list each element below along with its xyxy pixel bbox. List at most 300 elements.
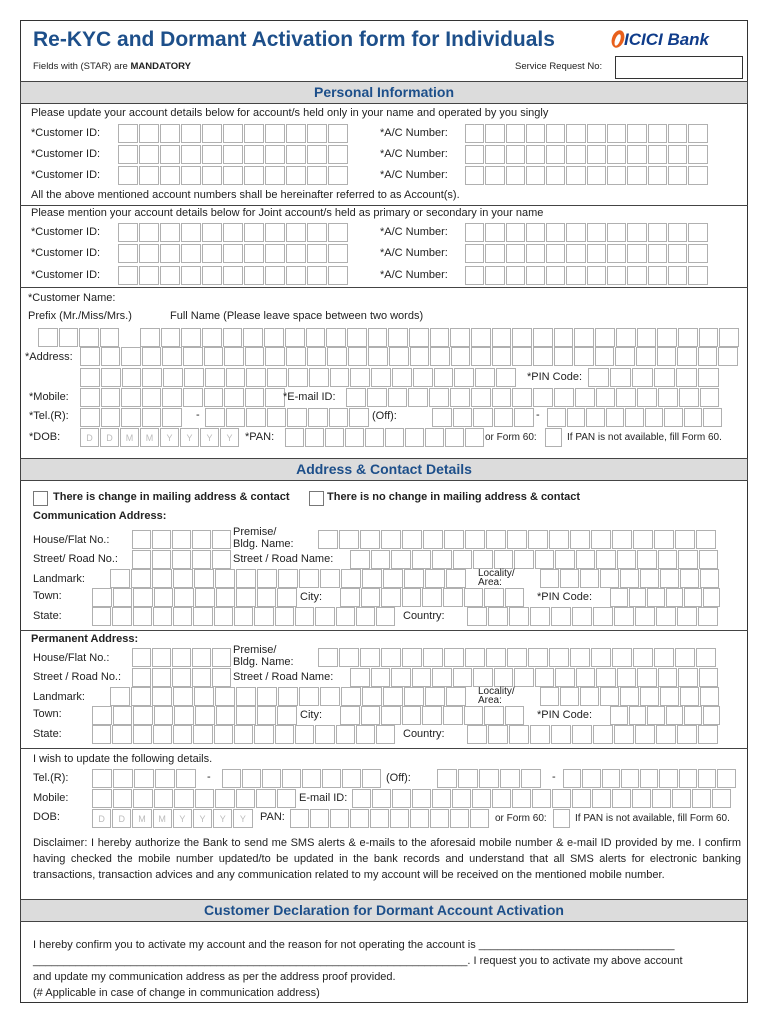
char-box[interactable] bbox=[596, 668, 616, 687]
char-box[interactable] bbox=[236, 706, 256, 725]
char-box[interactable] bbox=[122, 368, 142, 387]
char-box[interactable] bbox=[505, 706, 525, 725]
char-box[interactable] bbox=[703, 408, 722, 427]
char-box[interactable] bbox=[620, 687, 639, 706]
char-box[interactable] bbox=[236, 569, 256, 588]
char-box[interactable] bbox=[645, 408, 664, 427]
char-box[interactable] bbox=[161, 328, 181, 347]
street-road-no-boxes[interactable] bbox=[132, 668, 232, 687]
char-box[interactable] bbox=[654, 648, 674, 667]
char-box[interactable] bbox=[719, 328, 739, 347]
char-box[interactable] bbox=[450, 388, 470, 407]
char-box[interactable] bbox=[202, 328, 222, 347]
char-box[interactable] bbox=[265, 244, 285, 263]
char-box[interactable] bbox=[640, 687, 659, 706]
char-box[interactable] bbox=[408, 388, 428, 407]
locality-boxes[interactable] bbox=[540, 687, 720, 706]
char-box[interactable] bbox=[154, 588, 174, 607]
char-box[interactable] bbox=[101, 388, 121, 407]
char-box[interactable] bbox=[350, 368, 370, 387]
char-box[interactable] bbox=[139, 266, 159, 285]
char-box[interactable] bbox=[132, 668, 151, 687]
char-box[interactable] bbox=[526, 145, 545, 164]
char-box[interactable] bbox=[205, 368, 225, 387]
char-box[interactable] bbox=[530, 607, 550, 626]
update-tel-number-boxes[interactable] bbox=[222, 769, 382, 788]
char-box[interactable] bbox=[572, 607, 592, 626]
char-box[interactable] bbox=[254, 607, 273, 626]
street-road-name-boxes[interactable] bbox=[350, 668, 719, 687]
char-box[interactable] bbox=[328, 223, 348, 242]
char-box[interactable] bbox=[698, 769, 716, 788]
char-box[interactable] bbox=[80, 347, 100, 366]
char-box[interactable] bbox=[453, 668, 473, 687]
char-box[interactable] bbox=[328, 166, 348, 185]
char-box[interactable] bbox=[576, 550, 596, 569]
char-box[interactable] bbox=[532, 789, 551, 808]
char-box[interactable] bbox=[282, 769, 301, 788]
char-box[interactable] bbox=[222, 769, 241, 788]
char-box[interactable] bbox=[570, 530, 590, 549]
char-box[interactable] bbox=[485, 244, 504, 263]
char-box[interactable] bbox=[173, 569, 193, 588]
char-box[interactable] bbox=[607, 166, 626, 185]
char-box[interactable] bbox=[678, 550, 698, 569]
char-box[interactable] bbox=[540, 687, 559, 706]
char-box[interactable] bbox=[485, 223, 504, 242]
char-box[interactable] bbox=[202, 145, 222, 164]
char-box[interactable] bbox=[92, 588, 112, 607]
char-box[interactable] bbox=[607, 266, 626, 285]
char-box[interactable] bbox=[512, 328, 532, 347]
char-box[interactable] bbox=[202, 266, 222, 285]
char-box[interactable] bbox=[286, 124, 306, 143]
char-box[interactable] bbox=[160, 124, 180, 143]
char-box[interactable] bbox=[383, 687, 403, 706]
char-box[interactable] bbox=[470, 809, 489, 828]
char-box[interactable] bbox=[121, 408, 141, 427]
dob-char-box[interactable]: Y bbox=[220, 428, 239, 447]
char-box[interactable] bbox=[223, 328, 243, 347]
char-box[interactable] bbox=[698, 347, 718, 366]
char-box[interactable] bbox=[473, 550, 493, 569]
char-box[interactable] bbox=[595, 328, 615, 347]
char-box[interactable] bbox=[530, 725, 550, 744]
char-box[interactable] bbox=[648, 244, 667, 263]
char-box[interactable] bbox=[657, 347, 677, 366]
char-box[interactable] bbox=[647, 706, 665, 725]
char-box[interactable] bbox=[181, 244, 201, 263]
dob-char-box[interactable]: M bbox=[140, 428, 159, 447]
char-box[interactable] bbox=[388, 328, 408, 347]
char-box[interactable] bbox=[587, 266, 606, 285]
dob-char-box[interactable]: Y bbox=[180, 428, 199, 447]
char-box[interactable] bbox=[365, 428, 384, 447]
update-mobile-boxes[interactable] bbox=[92, 789, 297, 808]
char-box[interactable] bbox=[244, 244, 264, 263]
char-box[interactable] bbox=[546, 223, 565, 242]
char-box[interactable] bbox=[340, 706, 360, 725]
char-box[interactable] bbox=[214, 607, 233, 626]
char-box[interactable] bbox=[341, 569, 361, 588]
char-box[interactable] bbox=[688, 223, 707, 242]
char-box[interactable] bbox=[346, 388, 366, 407]
char-box[interactable] bbox=[214, 725, 233, 744]
char-box[interactable] bbox=[506, 145, 525, 164]
char-box[interactable] bbox=[514, 408, 534, 427]
char-box[interactable] bbox=[267, 368, 287, 387]
char-box[interactable] bbox=[422, 588, 442, 607]
char-box[interactable] bbox=[265, 223, 285, 242]
ac-number-boxes[interactable] bbox=[465, 266, 709, 285]
char-box[interactable] bbox=[371, 668, 391, 687]
char-box[interactable] bbox=[485, 266, 504, 285]
char-box[interactable] bbox=[195, 789, 215, 808]
char-box[interactable] bbox=[555, 550, 575, 569]
char-box[interactable] bbox=[153, 607, 172, 626]
char-box[interactable] bbox=[648, 145, 667, 164]
char-box[interactable] bbox=[244, 145, 264, 164]
char-box[interactable] bbox=[485, 124, 504, 143]
char-box[interactable] bbox=[485, 166, 504, 185]
char-box[interactable] bbox=[133, 706, 153, 725]
char-box[interactable] bbox=[381, 648, 401, 667]
char-box[interactable] bbox=[59, 328, 79, 347]
char-box[interactable] bbox=[549, 530, 569, 549]
char-box[interactable] bbox=[432, 789, 451, 808]
char-box[interactable] bbox=[121, 347, 141, 366]
char-box[interactable] bbox=[325, 428, 344, 447]
update-tel-off-std-boxes[interactable] bbox=[437, 769, 542, 788]
char-box[interactable] bbox=[372, 789, 391, 808]
char-box[interactable] bbox=[575, 388, 595, 407]
char-box[interactable] bbox=[154, 789, 174, 808]
char-box[interactable] bbox=[278, 569, 298, 588]
char-box[interactable] bbox=[587, 223, 606, 242]
char-box[interactable] bbox=[410, 347, 430, 366]
char-box[interactable] bbox=[244, 124, 264, 143]
char-box[interactable] bbox=[118, 223, 138, 242]
char-box[interactable] bbox=[572, 789, 591, 808]
char-box[interactable] bbox=[629, 706, 647, 725]
town-boxes[interactable] bbox=[92, 588, 298, 607]
char-box[interactable] bbox=[700, 388, 720, 407]
char-box[interactable] bbox=[506, 124, 525, 143]
char-box[interactable] bbox=[160, 166, 180, 185]
char-box[interactable] bbox=[320, 687, 340, 706]
char-box[interactable] bbox=[132, 550, 151, 569]
customer-id-boxes[interactable] bbox=[118, 266, 349, 285]
char-box[interactable] bbox=[172, 550, 191, 569]
char-box[interactable] bbox=[236, 789, 256, 808]
ac-number-boxes[interactable] bbox=[465, 124, 709, 143]
char-box[interactable] bbox=[402, 706, 422, 725]
char-box[interactable] bbox=[464, 588, 484, 607]
char-box[interactable] bbox=[659, 769, 677, 788]
char-box[interactable] bbox=[368, 347, 388, 366]
char-box[interactable] bbox=[657, 328, 677, 347]
country-boxes[interactable] bbox=[467, 725, 719, 744]
char-box[interactable] bbox=[286, 145, 306, 164]
update-tel-std-boxes[interactable] bbox=[92, 769, 197, 788]
char-box[interactable] bbox=[376, 725, 395, 744]
char-box[interactable] bbox=[700, 569, 719, 588]
char-box[interactable] bbox=[139, 223, 159, 242]
customer-id-boxes[interactable] bbox=[118, 166, 349, 185]
ac-number-boxes[interactable] bbox=[465, 166, 709, 185]
char-box[interactable] bbox=[202, 244, 222, 263]
char-box[interactable] bbox=[566, 266, 585, 285]
char-box[interactable] bbox=[305, 428, 324, 447]
char-box[interactable] bbox=[600, 687, 619, 706]
char-box[interactable] bbox=[412, 550, 432, 569]
dob-char-box[interactable]: M bbox=[120, 428, 139, 447]
char-box[interactable] bbox=[286, 166, 306, 185]
char-box[interactable] bbox=[38, 328, 58, 347]
premise-boxes[interactable] bbox=[318, 648, 717, 667]
char-box[interactable] bbox=[465, 266, 484, 285]
char-box[interactable] bbox=[295, 607, 314, 626]
char-box[interactable] bbox=[341, 687, 361, 706]
char-box[interactable] bbox=[430, 328, 450, 347]
char-box[interactable] bbox=[275, 607, 294, 626]
char-box[interactable] bbox=[580, 569, 599, 588]
char-box[interactable] bbox=[307, 266, 327, 285]
char-box[interactable] bbox=[361, 588, 381, 607]
char-box[interactable] bbox=[492, 328, 512, 347]
char-box[interactable] bbox=[307, 124, 327, 143]
char-box[interactable] bbox=[621, 769, 639, 788]
char-box[interactable] bbox=[453, 550, 473, 569]
char-box[interactable] bbox=[610, 588, 628, 607]
char-box[interactable] bbox=[614, 725, 634, 744]
char-box[interactable] bbox=[234, 607, 253, 626]
char-box[interactable] bbox=[132, 530, 151, 549]
char-box[interactable] bbox=[526, 266, 545, 285]
char-box[interactable] bbox=[110, 569, 130, 588]
char-box[interactable] bbox=[80, 368, 100, 387]
char-box[interactable] bbox=[660, 687, 679, 706]
char-box[interactable] bbox=[360, 648, 380, 667]
char-box[interactable] bbox=[193, 607, 212, 626]
char-box[interactable] bbox=[112, 607, 131, 626]
char-box[interactable] bbox=[627, 223, 646, 242]
char-box[interactable] bbox=[183, 388, 203, 407]
char-box[interactable] bbox=[162, 388, 182, 407]
char-box[interactable] bbox=[204, 388, 224, 407]
char-box[interactable] bbox=[506, 223, 525, 242]
char-box[interactable] bbox=[223, 244, 243, 263]
char-box[interactable] bbox=[430, 809, 449, 828]
char-box[interactable] bbox=[452, 789, 471, 808]
char-box[interactable] bbox=[265, 166, 285, 185]
char-box[interactable] bbox=[286, 266, 306, 285]
char-box[interactable] bbox=[101, 347, 121, 366]
town-boxes[interactable] bbox=[92, 706, 298, 725]
char-box[interactable] bbox=[307, 347, 327, 366]
char-box[interactable] bbox=[307, 244, 327, 263]
char-box[interactable] bbox=[142, 408, 162, 427]
char-box[interactable] bbox=[402, 648, 422, 667]
char-box[interactable] bbox=[118, 244, 138, 263]
char-box[interactable] bbox=[152, 668, 171, 687]
char-box[interactable] bbox=[392, 789, 411, 808]
locality-boxes[interactable] bbox=[540, 569, 720, 588]
char-box[interactable] bbox=[295, 725, 314, 744]
char-box[interactable] bbox=[336, 725, 355, 744]
dob-char-box[interactable]: D bbox=[92, 809, 111, 828]
char-box[interactable] bbox=[223, 266, 243, 285]
char-box[interactable] bbox=[703, 706, 721, 725]
char-box[interactable] bbox=[526, 166, 545, 185]
char-box[interactable] bbox=[473, 408, 493, 427]
char-box[interactable] bbox=[453, 408, 473, 427]
update-pan-boxes[interactable] bbox=[290, 809, 490, 828]
char-box[interactable] bbox=[133, 588, 153, 607]
address-line2-boxes[interactable] bbox=[80, 368, 517, 387]
char-box[interactable] bbox=[118, 266, 138, 285]
tel-number-boxes[interactable] bbox=[205, 408, 370, 427]
char-box[interactable] bbox=[677, 725, 697, 744]
char-box[interactable] bbox=[286, 223, 306, 242]
char-box[interactable] bbox=[553, 809, 570, 828]
char-box[interactable] bbox=[302, 769, 321, 788]
char-box[interactable] bbox=[172, 530, 191, 549]
char-box[interactable] bbox=[285, 428, 304, 447]
char-box[interactable] bbox=[698, 607, 718, 626]
char-box[interactable] bbox=[614, 607, 634, 626]
char-box[interactable] bbox=[580, 687, 599, 706]
char-box[interactable] bbox=[236, 687, 256, 706]
char-box[interactable] bbox=[666, 706, 684, 725]
char-box[interactable] bbox=[390, 809, 409, 828]
char-box[interactable] bbox=[506, 266, 525, 285]
char-box[interactable] bbox=[181, 166, 201, 185]
char-box[interactable] bbox=[546, 124, 565, 143]
char-box[interactable] bbox=[444, 648, 464, 667]
char-box[interactable] bbox=[371, 368, 391, 387]
char-box[interactable] bbox=[596, 388, 616, 407]
char-box[interactable] bbox=[425, 687, 445, 706]
char-box[interactable] bbox=[318, 530, 338, 549]
char-box[interactable] bbox=[160, 244, 180, 263]
char-box[interactable] bbox=[454, 368, 474, 387]
char-box[interactable] bbox=[560, 569, 579, 588]
char-box[interactable] bbox=[194, 569, 214, 588]
char-box[interactable] bbox=[328, 124, 348, 143]
char-box[interactable] bbox=[554, 347, 574, 366]
char-box[interactable] bbox=[360, 530, 380, 549]
char-box[interactable] bbox=[494, 668, 514, 687]
char-box[interactable] bbox=[505, 588, 525, 607]
char-box[interactable] bbox=[484, 706, 504, 725]
city-boxes[interactable] bbox=[340, 706, 525, 725]
char-box[interactable] bbox=[677, 607, 697, 626]
char-box[interactable] bbox=[607, 244, 626, 263]
char-box[interactable] bbox=[610, 706, 628, 725]
char-box[interactable] bbox=[212, 550, 231, 569]
char-box[interactable] bbox=[472, 789, 491, 808]
char-box[interactable] bbox=[412, 668, 432, 687]
char-box[interactable] bbox=[309, 368, 329, 387]
char-box[interactable] bbox=[174, 706, 194, 725]
char-box[interactable] bbox=[554, 388, 574, 407]
char-box[interactable] bbox=[434, 368, 454, 387]
char-box[interactable] bbox=[610, 368, 631, 387]
char-box[interactable] bbox=[223, 124, 243, 143]
char-box[interactable] bbox=[340, 588, 360, 607]
dob-char-box[interactable]: Y bbox=[213, 809, 232, 828]
char-box[interactable] bbox=[113, 789, 133, 808]
char-box[interactable] bbox=[246, 408, 266, 427]
char-box[interactable] bbox=[551, 725, 571, 744]
char-box[interactable] bbox=[718, 347, 738, 366]
char-box[interactable] bbox=[656, 607, 676, 626]
char-box[interactable] bbox=[174, 789, 194, 808]
char-box[interactable] bbox=[688, 244, 707, 263]
ac-number-boxes[interactable] bbox=[465, 145, 709, 164]
char-box[interactable] bbox=[92, 789, 112, 808]
char-box[interactable] bbox=[588, 368, 609, 387]
char-box[interactable] bbox=[172, 648, 191, 667]
char-box[interactable] bbox=[526, 244, 545, 263]
char-box[interactable] bbox=[173, 725, 192, 744]
char-box[interactable] bbox=[173, 687, 193, 706]
char-box[interactable] bbox=[152, 550, 171, 569]
char-box[interactable] bbox=[339, 648, 359, 667]
char-box[interactable] bbox=[265, 145, 285, 164]
char-box[interactable] bbox=[465, 648, 485, 667]
char-box[interactable] bbox=[142, 347, 162, 366]
email-boxes[interactable] bbox=[346, 388, 720, 407]
char-box[interactable] bbox=[100, 328, 120, 347]
char-box[interactable] bbox=[533, 388, 553, 407]
pin-code-boxes[interactable] bbox=[610, 588, 721, 607]
char-box[interactable] bbox=[640, 569, 659, 588]
char-box[interactable] bbox=[192, 648, 211, 667]
char-box[interactable] bbox=[152, 530, 171, 549]
char-box[interactable] bbox=[308, 408, 328, 427]
char-box[interactable] bbox=[371, 550, 391, 569]
char-box[interactable] bbox=[633, 648, 653, 667]
char-box[interactable] bbox=[101, 368, 121, 387]
tel-off-number-boxes[interactable] bbox=[547, 408, 723, 427]
char-box[interactable] bbox=[494, 408, 514, 427]
char-box[interactable] bbox=[679, 769, 697, 788]
char-box[interactable] bbox=[451, 347, 471, 366]
char-box[interactable] bbox=[350, 668, 370, 687]
char-box[interactable] bbox=[245, 388, 265, 407]
char-box[interactable] bbox=[675, 530, 695, 549]
house-flat-boxes[interactable] bbox=[132, 648, 232, 667]
char-box[interactable] bbox=[465, 124, 484, 143]
char-box[interactable] bbox=[285, 328, 305, 347]
char-box[interactable] bbox=[479, 769, 499, 788]
char-box[interactable] bbox=[328, 244, 348, 263]
char-box[interactable] bbox=[202, 124, 222, 143]
char-box[interactable] bbox=[500, 769, 520, 788]
char-box[interactable] bbox=[342, 769, 361, 788]
char-box[interactable] bbox=[627, 244, 646, 263]
char-box[interactable] bbox=[405, 428, 424, 447]
char-box[interactable] bbox=[677, 347, 697, 366]
char-box[interactable] bbox=[443, 588, 463, 607]
char-box[interactable] bbox=[152, 687, 172, 706]
char-box[interactable] bbox=[299, 687, 319, 706]
char-box[interactable] bbox=[391, 668, 411, 687]
char-box[interactable] bbox=[514, 668, 534, 687]
char-box[interactable] bbox=[160, 223, 180, 242]
